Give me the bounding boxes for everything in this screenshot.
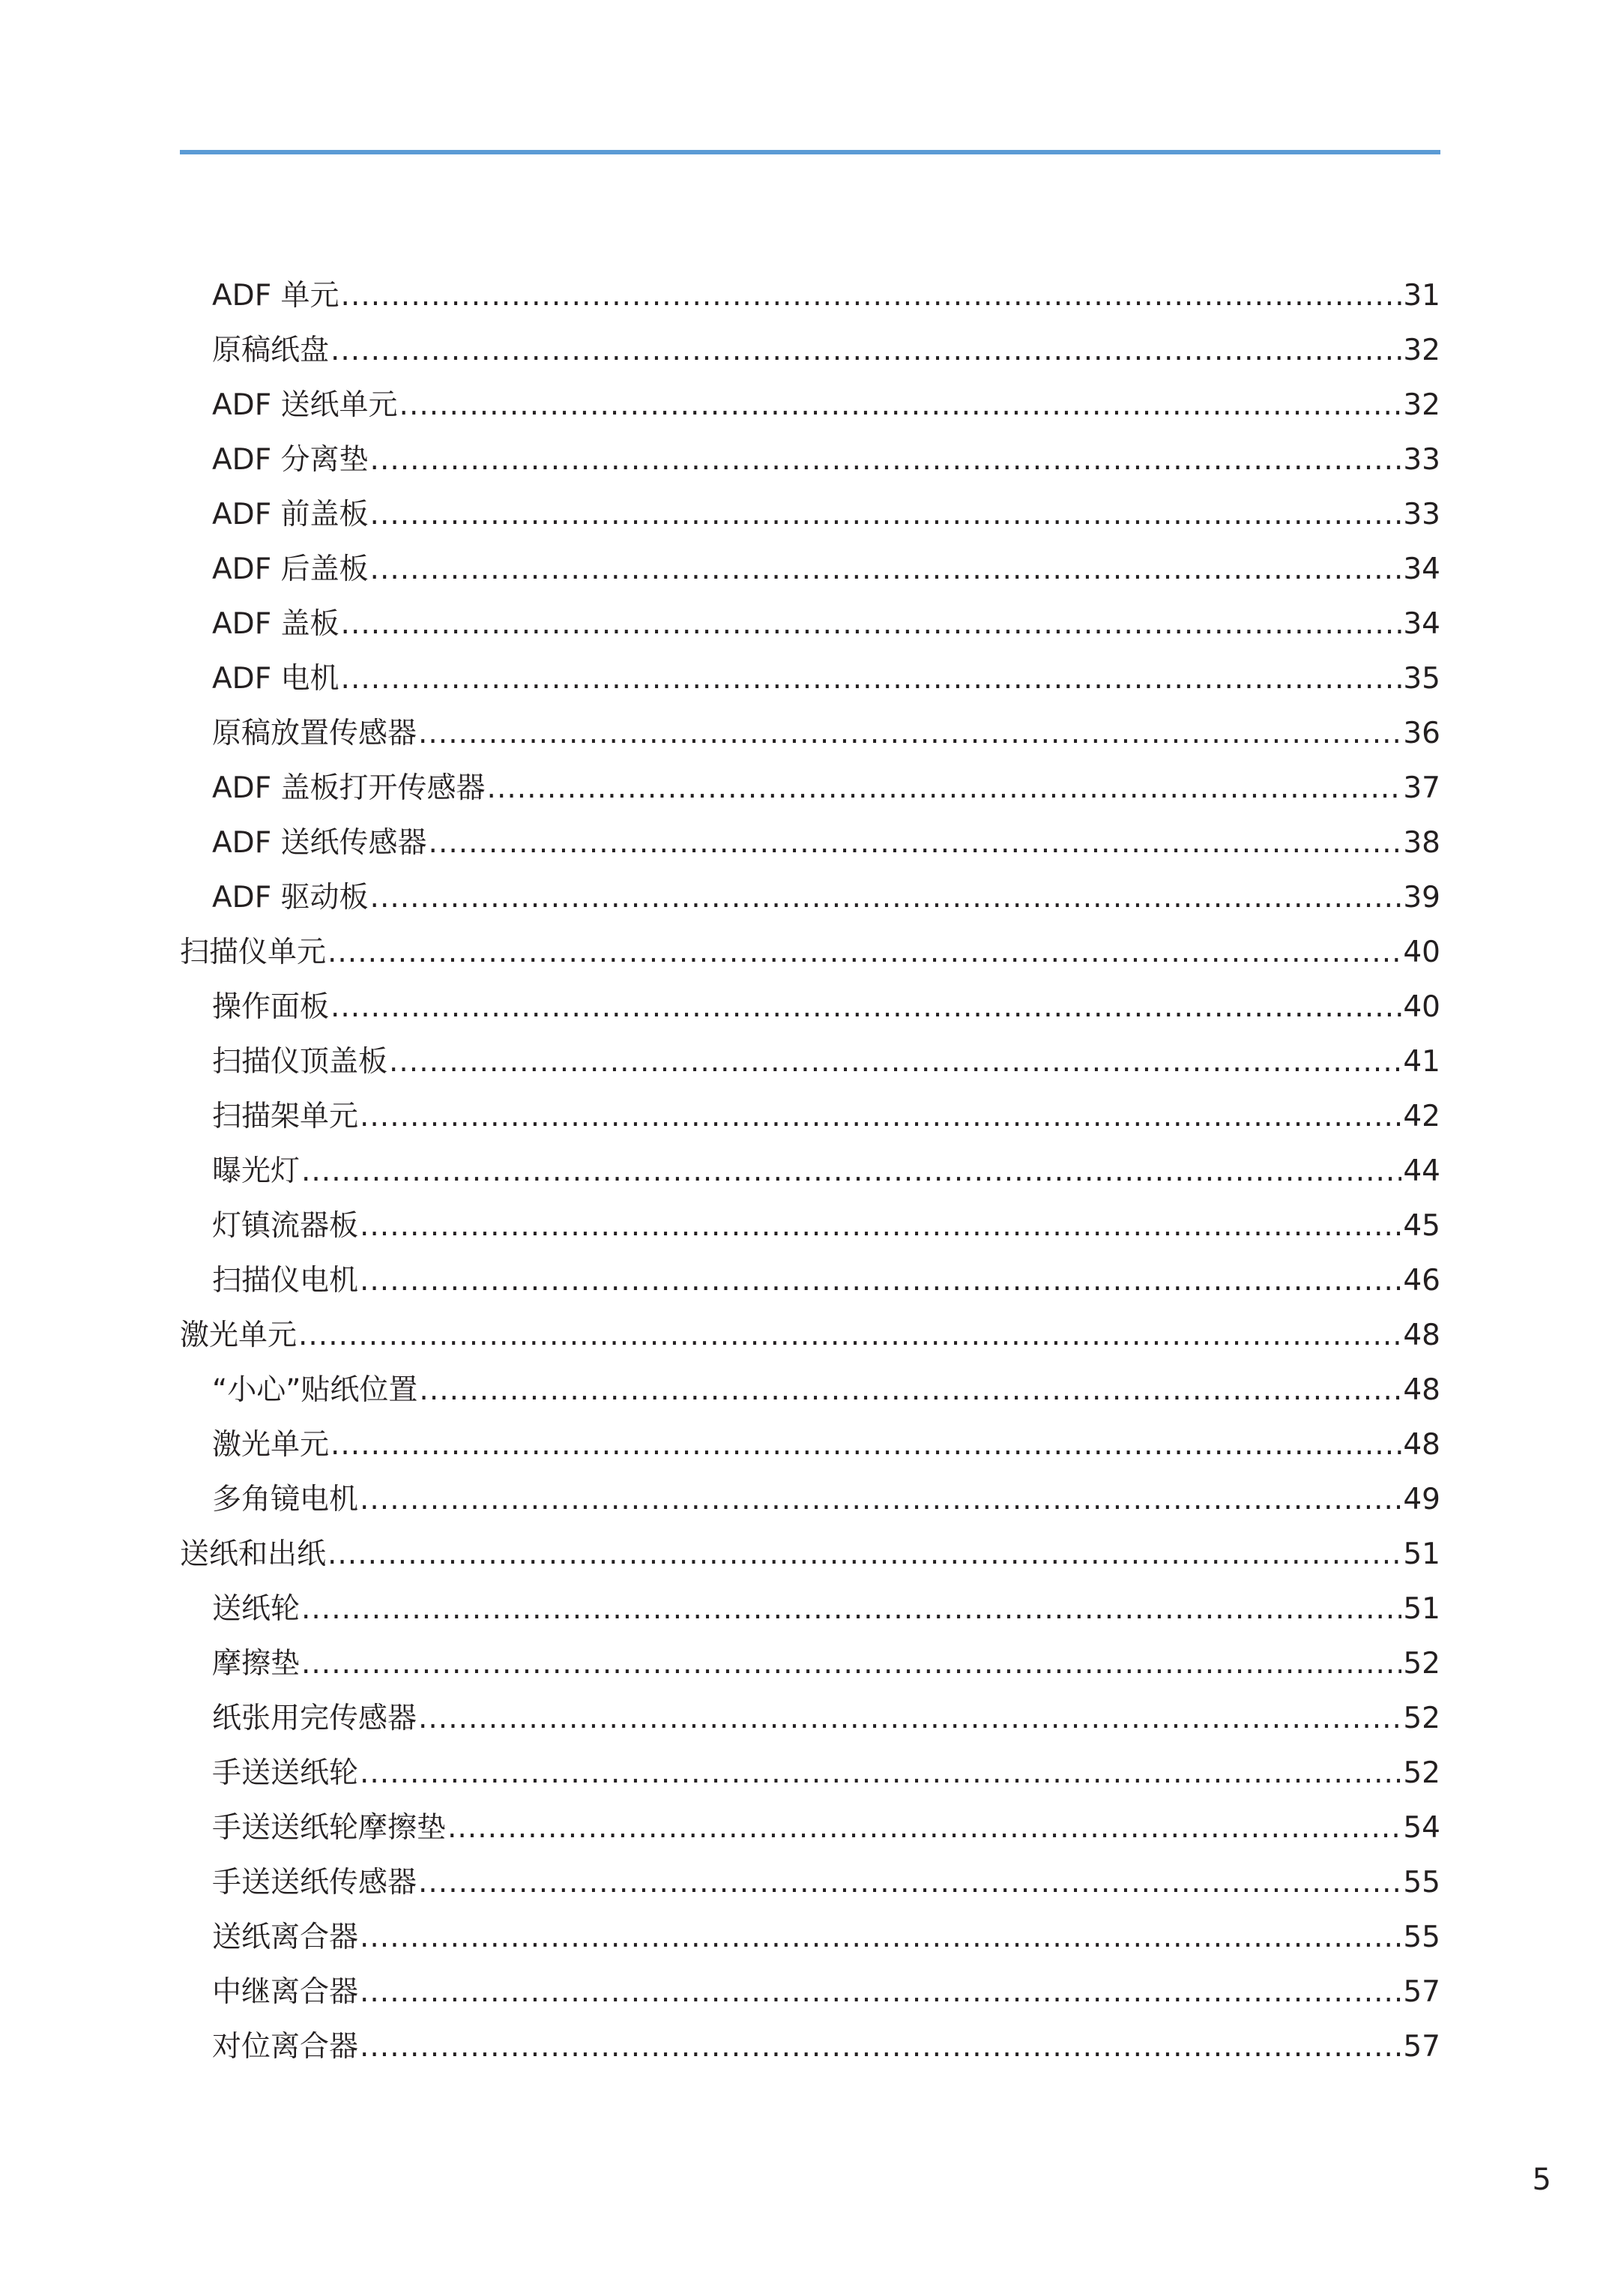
toc-dot-leader: [360, 1211, 1401, 1241]
toc-entry-label: 扫描仪单元: [180, 935, 327, 969]
toc-entry-page: 41: [1403, 1045, 1440, 1079]
toc-dot-leader: [360, 1923, 1401, 1952]
toc-entry[interactable]: [180, 597, 1440, 651]
toc-entry[interactable]: [180, 487, 1440, 542]
toc-dot-leader: [360, 1759, 1401, 1788]
toc-dot-leader: [360, 1485, 1401, 1514]
toc-dot-leader: [370, 445, 1402, 474]
toc-dot-leader: [418, 1868, 1401, 1897]
toc-dot-leader: [330, 992, 1401, 1022]
toc-dot-leader: [330, 1430, 1401, 1459]
toc-entry[interactable]: [180, 1417, 1440, 1472]
toc-entry-label: 对位离合器: [212, 2030, 359, 2064]
page-number: 5: [1532, 2163, 1551, 2197]
toc-entry-label: ADF 盖板打开传感器: [212, 771, 486, 805]
toc-dot-leader: [341, 664, 1402, 693]
toc-entry-page: 37: [1403, 771, 1440, 805]
table-of-contents: [180, 268, 1440, 2074]
toc-entry-page: 38: [1403, 826, 1440, 860]
toc-entry-page: 32: [1403, 388, 1440, 422]
toc-entry-label: 曝光灯: [212, 1154, 301, 1188]
toc-entry[interactable]: [180, 1801, 1440, 1855]
toc-entry[interactable]: [180, 1034, 1440, 1089]
toc-dot-leader: [418, 1704, 1401, 1733]
toc-entry-page: 57: [1403, 1975, 1440, 2009]
toc-entry-label: 激光单元: [180, 1319, 298, 1352]
toc-dot-leader: [370, 500, 1402, 529]
toc-entry-page: 32: [1403, 334, 1440, 367]
toc-entry[interactable]: [180, 761, 1440, 816]
toc-entry-label: 扫描仪电机: [212, 1264, 359, 1298]
toc-entry-page: 48: [1403, 1428, 1440, 1462]
toc-dot-leader: [360, 2032, 1401, 2061]
toc-dot-leader: [301, 1594, 1401, 1624]
toc-entry[interactable]: [180, 1855, 1440, 1910]
toc-entry[interactable]: [180, 378, 1440, 433]
toc-entry[interactable]: [180, 433, 1440, 487]
toc-entry-page: 46: [1403, 1264, 1440, 1298]
toc-entry[interactable]: [180, 1965, 1440, 2019]
toc-entry-label: 灯镇流器板: [212, 1209, 359, 1243]
toc-dot-leader: [327, 938, 1401, 967]
toc-entry-label: 中继离合器: [212, 1975, 359, 2009]
toc-entry-label: 扫描架单元: [212, 1100, 359, 1133]
toc-entry[interactable]: [180, 651, 1440, 706]
toc-entry[interactable]: [180, 1144, 1440, 1199]
toc-entry-label: 纸张用完传感器: [212, 1702, 417, 1735]
toc-entry-page: 35: [1403, 662, 1440, 696]
toc-dot-leader: [370, 883, 1402, 912]
toc-entry-page: 33: [1403, 443, 1440, 477]
toc-entry[interactable]: [180, 1253, 1440, 1308]
toc-dot-leader: [301, 1649, 1401, 1678]
toc-entry-page: 31: [1403, 279, 1440, 313]
toc-dot-leader: [429, 828, 1402, 858]
toc-entry[interactable]: [180, 870, 1440, 925]
toc-entry[interactable]: [180, 1691, 1440, 1746]
toc-entry-label: 送纸轮: [212, 1592, 301, 1626]
toc-entry[interactable]: [180, 1199, 1440, 1253]
toc-entry-page: 57: [1403, 2030, 1440, 2064]
toc-entry-label: 原稿放置传感器: [212, 717, 417, 750]
toc-dot-leader: [327, 1540, 1401, 1569]
toc-entry-page: 45: [1403, 1209, 1440, 1243]
toc-entry-label: 送纸和出纸: [180, 1537, 327, 1571]
toc-entry-label: 扫描仪顶盖板: [212, 1045, 388, 1079]
toc-entry[interactable]: [180, 1308, 1440, 1363]
toc-entry[interactable]: [180, 925, 1440, 980]
toc-entry-label: 多角镜电机: [212, 1483, 359, 1516]
toc-entry-page: 48: [1403, 1319, 1440, 1352]
toc-entry-page: 36: [1403, 717, 1440, 750]
toc-dot-leader: [301, 1157, 1401, 1186]
toc-entry-page: 40: [1403, 990, 1440, 1024]
toc-entry-page: 48: [1403, 1373, 1440, 1407]
toc-entry[interactable]: [180, 1089, 1440, 1144]
toc-entry-label: ADF 后盖板: [212, 552, 369, 586]
toc-entry-page: 54: [1403, 1811, 1440, 1845]
toc-entry-page: 52: [1403, 1647, 1440, 1681]
toc-entry-page: 52: [1403, 1756, 1440, 1790]
toc-entry-page: 55: [1403, 1920, 1440, 1954]
toc-entry-page: 55: [1403, 1866, 1440, 1899]
toc-entry-page: 40: [1403, 935, 1440, 969]
toc-entry-label: ADF 分离垫: [212, 443, 369, 477]
toc-entry-page: 52: [1403, 1702, 1440, 1735]
toc-entry[interactable]: [180, 542, 1440, 597]
toc-dot-leader: [389, 1047, 1401, 1076]
toc-entry-label: ADF 送纸传感器: [212, 826, 427, 860]
toc-entry-label: “小心”贴纸位置: [212, 1373, 418, 1407]
toc-entry[interactable]: [180, 816, 1440, 870]
header-rule: [180, 150, 1440, 154]
toc-dot-leader: [447, 1813, 1401, 1842]
toc-entry-page: 49: [1403, 1483, 1440, 1516]
toc-entry[interactable]: [180, 1910, 1440, 1965]
toc-dot-leader: [360, 1977, 1401, 2007]
toc-entry[interactable]: [180, 1746, 1440, 1801]
toc-entry-label: 手送送纸传感器: [212, 1866, 417, 1899]
toc-entry[interactable]: [180, 268, 1440, 323]
toc-entry-label: 摩擦垫: [212, 1647, 301, 1681]
toc-entry-label: 手送送纸轮: [212, 1756, 359, 1790]
toc-entry-label: 送纸离合器: [212, 1920, 359, 1954]
toc-entry[interactable]: [180, 706, 1440, 761]
toc-dot-leader: [360, 1266, 1401, 1295]
toc-entry-page: 34: [1403, 607, 1440, 641]
toc-entry-label: 操作面板: [212, 990, 330, 1024]
toc-entry-label: ADF 前盖板: [212, 498, 369, 531]
toc-entry-page: 39: [1403, 881, 1440, 915]
toc-entry[interactable]: [180, 1527, 1440, 1582]
toc-entry-label: ADF 盖板: [212, 607, 339, 641]
toc-entry-label: 原稿纸盘: [212, 334, 330, 367]
toc-entry-label: ADF 驱动板: [212, 881, 369, 915]
toc-dot-leader: [418, 719, 1401, 748]
toc-dot-leader: [370, 555, 1402, 584]
toc-entry[interactable]: [180, 1636, 1440, 1691]
toc-dot-leader: [298, 1321, 1401, 1350]
toc-dot-leader: [341, 281, 1402, 310]
toc-dot-leader: [487, 774, 1402, 803]
toc-entry[interactable]: [180, 1363, 1440, 1417]
toc-entry[interactable]: [180, 1472, 1440, 1527]
toc-entry-label: 激光单元: [212, 1428, 330, 1462]
toc-dot-leader: [341, 609, 1402, 639]
toc-dot-leader: [399, 391, 1402, 420]
toc-entry-page: 33: [1403, 498, 1440, 531]
toc-entry-label: 手送送纸轮摩擦垫: [212, 1811, 447, 1845]
toc-entry[interactable]: [180, 1582, 1440, 1636]
toc-dot-leader: [360, 1102, 1401, 1131]
toc-entry[interactable]: [180, 323, 1440, 378]
toc-entry-page: 44: [1403, 1154, 1440, 1188]
toc-entry[interactable]: [180, 980, 1440, 1034]
toc-dot-leader: [330, 336, 1401, 365]
toc-entry-page: 51: [1403, 1592, 1440, 1626]
toc-dot-leader: [419, 1376, 1401, 1405]
toc-entry-page: 42: [1403, 1100, 1440, 1133]
toc-entry-page: 34: [1403, 552, 1440, 586]
toc-entry-label: ADF 电机: [212, 662, 339, 696]
toc-entry-label: ADF 送纸单元: [212, 388, 398, 422]
toc-entry-label: ADF 单元: [212, 279, 339, 313]
toc-entry[interactable]: [180, 2019, 1440, 2074]
toc-entry-page: 51: [1403, 1537, 1440, 1571]
